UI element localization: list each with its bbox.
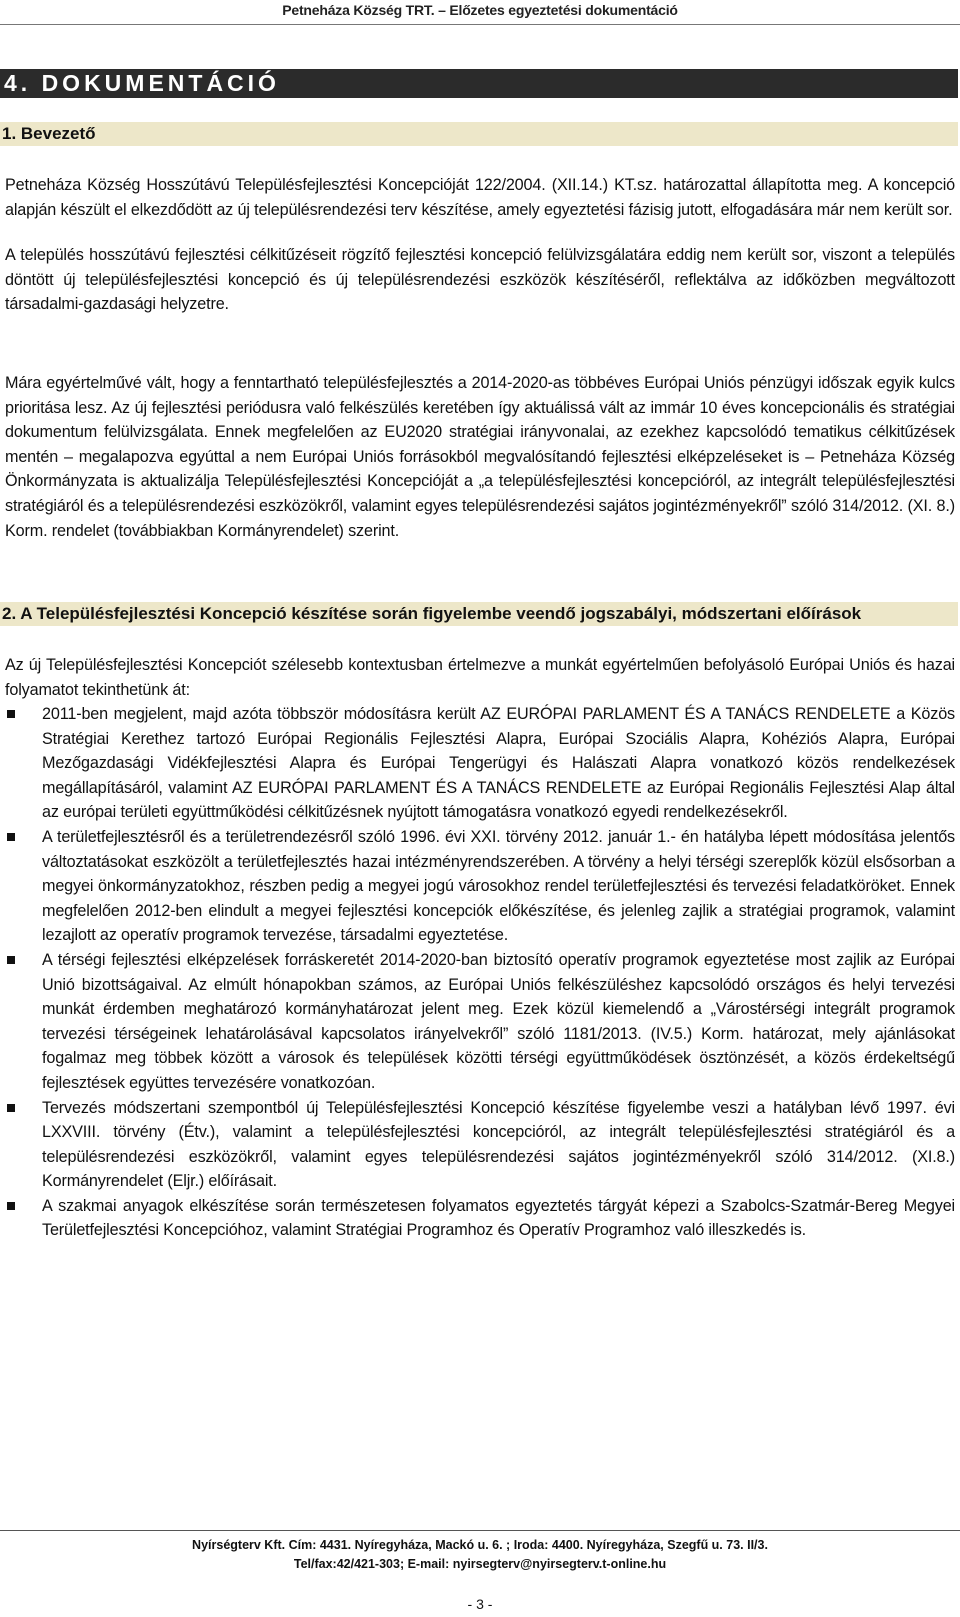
list-item [5, 825, 955, 948]
square-bullet-icon [7, 1104, 15, 1112]
page-number: - 3 - [467, 1596, 493, 1612]
paragraph: Az új Településfejlesztési Koncepciót szélesebb kontextusban értelmezve a munkát egyértelműen befolyásoló Európai Uniós és hazai folyamatot tekinthetünk át: [5, 656, 955, 699]
footer-rule [0, 1530, 960, 1531]
list-item-text: 2011-ben megjelent, majd azóta többször módosításra került AZ EURÓPAI PARLAMENT ÉS A TANÁCS RENDELETE a Közös Stratégiai Kerethez tartozó Európai Regionális Fejlesztési Alapra, Európai Szociális Alapra, Kohéziós Alapra, Európai Mezőgazdasági Vidékfejlesztési Alapra és Európai Tengerügyi és Halászati Alapra vonatkozó közös rendelkezések megállapításáról, valamint AZ EURÓPAI PARLAMENT ÉS A TANÁCS RENDELETE az Európai Regionális Fejlesztési Alap által az európai területi együttműködési célkitűzésnek nyújtott támogatásra vonatkozó egyedi rendelkezésekről. [42, 705, 955, 822]
square-bullet-icon [7, 710, 15, 718]
paragraph: A település hosszútávú fejlesztési célkitűzéseit rögzítő fejlesztési koncepció felülvizsgálatára eddig nem került sor, viszont a település döntött új településfejlesztési koncepció és új településrendezési eszközök készítéséről, reflektálva az időközben megváltozott társadalmi-gazdasági helyzetre. [5, 246, 955, 314]
square-bullet-icon [7, 1202, 15, 1210]
footer-contact: Tel/fax:42/421-303; E-mail: nyirsegterv@nyirsegterv.t-online.hu [293, 1557, 667, 1571]
square-bullet-icon [7, 956, 15, 964]
list-item-text: Tervezés módszertani szempontból új Településfejlesztési Koncepció készítése figyelembe veszi a hatályban lévő 1997. évi LXXVIII. törvény (Étv.), valamint a településfejlesztési koncepcióról, az integrált településfejlesztési stratégiáról és a településrendezési eszközökről, valamint egyes településrendezési sajátos jogintézményekről szóló 314/2012. (XI.8.) Kormányrendelet (Eljr.) előírásait. [42, 1098, 955, 1191]
section-heading-introduction: 1. Bevezető [0, 122, 958, 146]
list-item-text: A területfejlesztésről és a területrendezésről szóló 1996. évi XXI. törvény 2012. január 1.- én hatályba lépett módosítása jelentős változtatásokat eszközölt a területfejlesztés hazai intézményrendszerében. A törvény a helyi térségi szereplők közül elsősorban a megyei önkormányzatokhoz, részben pedig a megyei jogú városokhoz rendel területfejlesztési és tervezési feladatköröket. Ennek megfelelően 2012-ben elindult a megyei fejlesztési koncepciók előkészítése, és jelenleg zajlik a stratégiai programok, valamint lezajlott az operatív programok tervezése, társadalmi egyeztetése. [42, 827, 955, 945]
list-item-text: A térségi fejlesztési elképzelések forráskeretét 2014-2020-ban biztosító operatív programok egyeztetése most zajlik az Európai Unió bizottságaival. Az elmúlt hónapokban számos, az Európai Uniós felkészüléshez kapcsolódó országos és helyi tervezési munkát érdemben meghatározó kormányhatározat jelent meg. Ezek közül kiemelendő a „Várostérségi integrált programok tervezési térségeinek lehatárolásával kapcsolatos irányelvekről” szóló 1181/2013. (IV.5.) Korm. határozat, mely ajánlásokat fogalmaz meg többek között a városok és települések közötti térségi együttműködések ösztönzését, a közös érdekeltségű fejlesztések együttes tervezésére vonatkozóan. [42, 950, 955, 1092]
section-heading-legal-requirements: 2. A Településfejlesztési Koncepció készítése során figyelembe veendő jogszabályi, módszertani előírások [0, 602, 958, 626]
paragraph: Mára egyértelművé vált, hogy a fenntartható településfejlesztés a 2014-2020-as többéves Európai Uniós pénzügyi időszak egyik kulcs prioritása lesz. Az új fejlesztési periódusra való felkészülés keretében így aktuálissá vált az immár 10 éves koncepcionális és stratégiai dokumentum felülvizsgálata. Ennek megfelelően az EU2020 stratégiai irányvonalai, az ezekhez kapcsolódó tematikus célkitűzések mentén – megalapozva egyúttal a nem Európai Uniós forrásokból megvalósítandó fejlesztési elképzeléseket is – Petneháza Község Önkormányzata is aktualizálja Településfejlesztési Koncepcióját a „a településfejlesztési koncepcióról, az integrált településfejlesztési stratégiáról és a településrendezési eszközökről, valamint egyes településrendezési sajátos jogintézményekről” szóló 314/2012. (XI. 8.) Korm. rendelet (továbbiakban Kormányrendelet) szerint. [5, 374, 955, 540]
running-header: Petneháza Község TRT. – Előzetes egyeztetési dokumentáció [282, 2, 678, 18]
header-rule [0, 24, 960, 25]
footer-address: Nyírségterv Kft. Cím: 4431. Nyíregyháza, Mackó u. 6. ; Iroda: 4400. Nyíregyháza, Szegfű u. 73. II/3. [192, 1538, 768, 1552]
list-item [5, 1096, 955, 1194]
list-item [5, 948, 955, 1096]
paragraph: Petneháza Község Hosszútávú Településfejlesztési Koncepcióját 122/2004. (XII.14.) KT.sz. határozattal állapította meg. A koncepció alapján készült el elkezdődött az új településrendezési terv készítése, amely egyeztetési fázisig jutott, elfogadására már nem került sor. [5, 176, 955, 219]
list-item [5, 1194, 955, 1243]
square-bullet-icon [7, 833, 15, 841]
list-item-text: A szakmai anyagok elkészítése során természetesen folyamatos egyeztetés tárgyát képezi a Szabolcs-Szatmár-Bereg Megyei Területfejlesztési Koncepcióhoz, valamint Stratégiai Programhoz és Operatív Programhoz való illeszkedés is. [42, 1196, 955, 1240]
list-item [5, 702, 955, 825]
chapter-heading: 4. DOKUMENTÁCIÓ [0, 69, 958, 98]
bullet-list [5, 702, 955, 1243]
